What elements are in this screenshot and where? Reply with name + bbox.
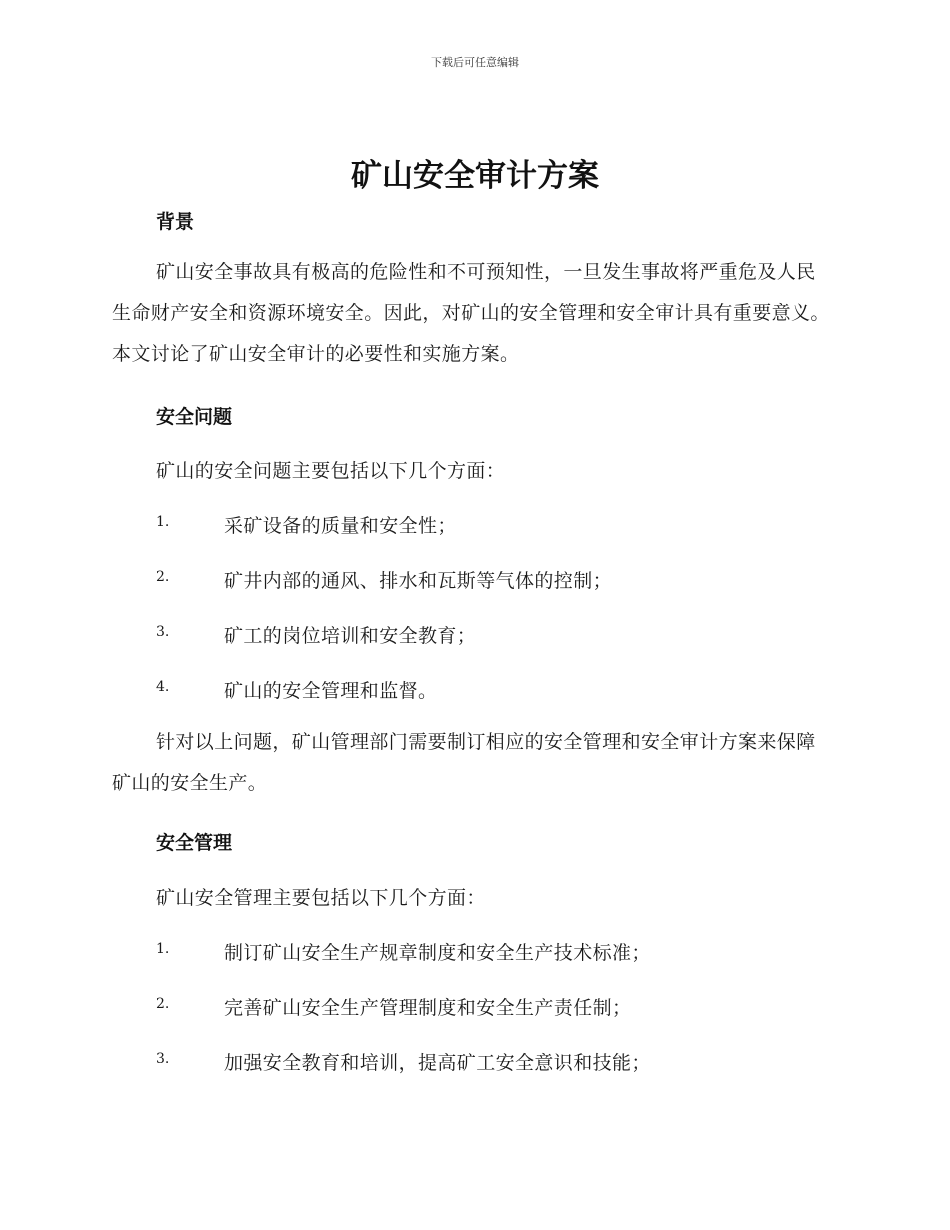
list-number: 1. — [156, 514, 170, 530]
list-number: 1. — [156, 941, 170, 957]
list-number: 2. — [156, 996, 170, 1012]
section-heading-management: 安全管理 — [156, 832, 233, 854]
list-text: 矿井内部的通风、排水和瓦斯等气体的控制； — [224, 570, 613, 592]
list-number: 3. — [156, 624, 170, 640]
list-number: 4. — [156, 679, 170, 695]
issues-conclusion: 针对以上问题，矿山管理部门需要制订相应的安全管理和安全审计方案来保障矿山的安全生产。 — [112, 731, 816, 794]
list-text: 矿山的安全管理和监督。 — [224, 680, 438, 702]
section-heading-background: 背景 — [156, 211, 195, 233]
management-intro: 矿山安全管理主要包括以下几个方面： — [156, 887, 486, 909]
list-number: 2. — [156, 569, 170, 585]
list-text: 矿工的岗位培训和安全教育； — [224, 625, 477, 647]
issues-intro: 矿山的安全问题主要包括以下几个方面： — [156, 460, 506, 482]
list-text: 制订矿山安全生产规章制度和安全生产技术标准； — [224, 942, 651, 964]
section-heading-issues: 安全问题 — [156, 406, 233, 428]
list-number: 3. — [156, 1051, 170, 1067]
page-header-note: 下载后可任意编辑 — [431, 56, 519, 69]
list-text: 完善矿山安全生产管理制度和安全生产责任制； — [224, 997, 632, 1019]
list-text: 采矿设备的质量和安全性； — [224, 515, 457, 537]
list-text: 加强安全教育和培训，提高矿工安全意识和技能； — [224, 1052, 651, 1074]
document-title: 矿山安全审计方案 — [351, 158, 599, 194]
background-paragraph: 矿山安全事故具有极高的危险性和不可预知性，一旦发生事故将严重危及人民生命财产安全和资源环境安全。因此，对矿山的安全管理和安全审计具有重要意义。本文讨论了矿山安全审计的必要性和实施方案。 — [112, 261, 830, 365]
